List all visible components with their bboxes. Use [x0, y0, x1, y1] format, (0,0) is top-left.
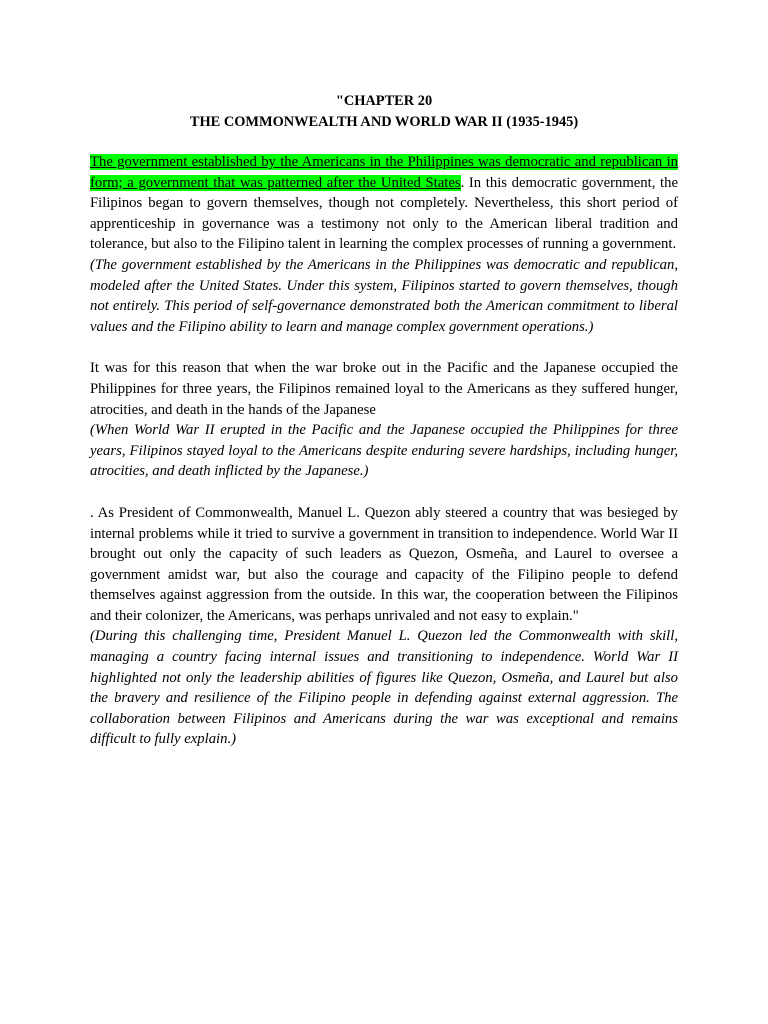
paragraph-2-translation: (When World War II erupted in the Pacific and the Japanese occupied the Philippines for three years, Filipinos stayed loyal to the Americans despite enduring severe hardships, including hunger, atrocities, and death inflicted by the Japanese.): [90, 422, 678, 480]
paragraph-3: . As President of Commonwealth, Manuel L. Quezon ably steered a country that was besieged by internal problems while it tried to survive a government in transition to independence. World War II brought out only the capacity of such leaders as Quezon, Osmeña, and Laurel to oversee a government amidst war, but also the courage and capacity of the Filipino people to defend themselves against aggression from the outside. In this war, the cooperation between the Filipinos and their colonizer, the Americans, was perhaps unrivaled and not easy to explain.": [90, 504, 678, 624]
paragraph-1-translation: (The government established by the Americans in the Philippines was democratic and republican, modeled after the United States. Under this system, Filipinos started to govern themselves, though not entirely. This period of self-governance demonstrated both the American commitment to liberal values and the Filipino ability to learn and manage complex government operations.): [90, 256, 678, 335]
document-page: [90, 91, 678, 750]
paragraph-1: [90, 152, 678, 255]
highlighted-text: The government established by the Americans in the Philippines was democratic and republican in form; a government that was patterned after the United States: [90, 154, 678, 191]
chapter-title: THE COMMONWEALTH AND WORLD WAR II (1935-1945): [189, 113, 579, 130]
paragraph-1-text: . In this democratic government, the Filipinos began to govern themselves, though not completely. Nevertheless, this short period of apprenticeship in governance was a testimony not only to the American liberal tradition and tolerance, but also to the Filipino talent in learning the complex processes of running a government.: [90, 174, 678, 253]
paragraph-3-translation: (During this challenging time, President Manuel L. Quezon led the Commonwealth with skill, managing a country facing internal issues and transitioning to independence. World War II highlighted not only the leadership abilities of figures like Quezon, Osmeña, and Laurel but also the bravery and resilience of the Filipino people in defending against external aggression. The collaboration between Filipinos and Americans during the war was exceptional and remains difficult to fully explain.): [90, 628, 678, 748]
chapter-number: "CHAPTER 20: [335, 93, 433, 109]
paragraph-2: It was for this reason that when the war broke out in the Pacific and the Japanese occupied the Philippines for three years, the Filipinos remained loyal to the Americans as they suffered hunger, atrocities, and death in the hands of the Japanese: [90, 360, 678, 418]
chapter-heading: [90, 91, 678, 132]
